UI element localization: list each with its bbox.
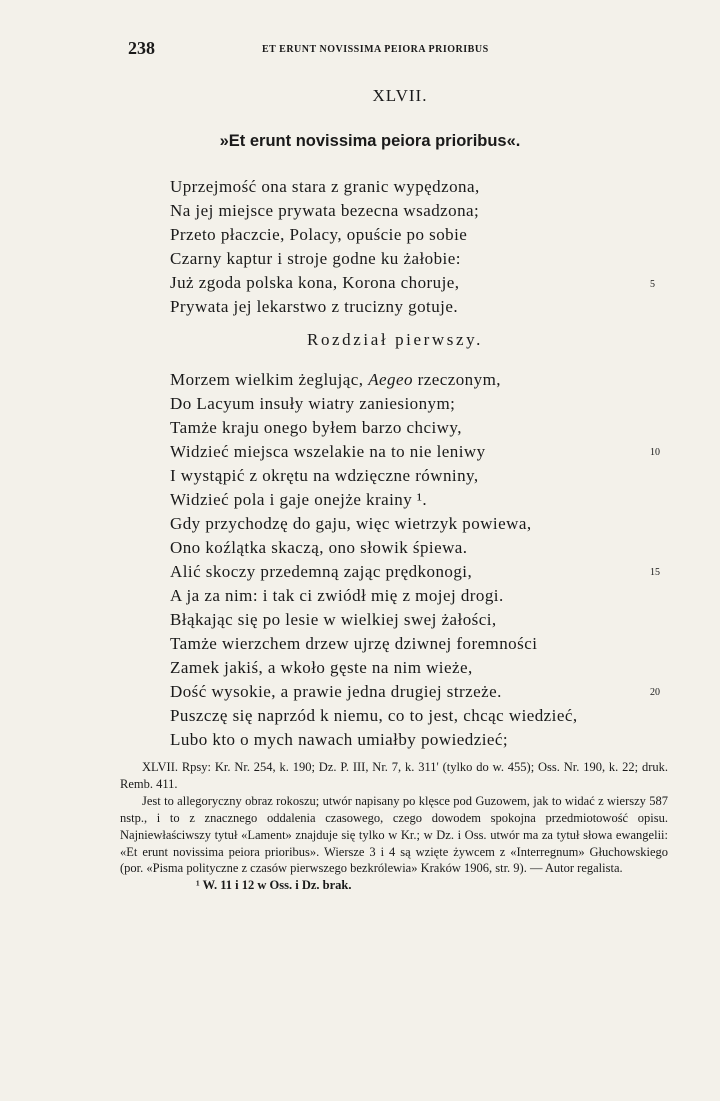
running-head xyxy=(128,38,568,62)
epigraph-line-6: Prywata jej lekarstwo z trucizny gotuje. xyxy=(170,297,459,316)
epigraph-line-4: Czarny kaptur i stroje godne ku żałobie: xyxy=(170,249,461,268)
poem-number: XLVII. xyxy=(372,86,428,105)
verse-line-13: Zamek jakiś, a wkoło gęste na nim wieże, xyxy=(170,658,473,677)
verse-line-2: Do Lacyum insuły wiatry zaniesionym; xyxy=(170,394,456,413)
verse-line-5: I wystąpić z okrętu na wdzięczne równiny, xyxy=(170,466,479,485)
commentary-note: Jest to allegoryczny obraz rokoszu; utwór napisany po klęsce pod Guzowem, jak to widać z wierszy 587 nstp., i to z znacznego oddalenia czasowego, czego dowodem spokojna przedmiotowość opisu. Najniewłaściwszy tytuł «Lament» znajduje się tylko w Kr.; w Dz. i Oss. utwór ma za tytuł słowa ewangelii: «Et erunt novissima peiora prioribus». Wiersze 3 i 4 są wzięte żywcem z «Interregnum» Głuchowskiego (por. «Pisma polityczne z czasów pierwszego bezkrólewia» Kraków 1906, str. 9). — Autor regalista. xyxy=(120,793,668,876)
verse-line-16: Lubo kto o mych nawach umiałby powiedzieć; xyxy=(170,730,509,749)
poem-title: »Et erunt novissima peiora prioribus«. xyxy=(219,132,521,150)
epigraph-line-1: Uprzejmość ona stara z granic wypędzona, xyxy=(170,177,480,196)
epigraph-line-3: Przeto płaczcie, Polacy, opuście po sobie xyxy=(170,225,468,244)
verse-line-12: Tamże wierzchem drzew ujrzę dziwnej foremności xyxy=(170,634,538,653)
verse-line-3: Tamże kraju onego byłem barzo chciwy, xyxy=(170,418,462,437)
running-title: ET ERUNT NOVISSIMA PEIORA PRIORIBUS xyxy=(262,44,489,55)
verse-line-15: Puszczę się naprzód k niemu, co to jest, chcąc wiedzieć, xyxy=(170,706,578,725)
line-number-5: 5 xyxy=(650,279,655,290)
source-note: XLVII. Rpsy: Kr. Nr. 254, k. 190; Dz. P. III, Nr. 7, k. 311' (tylko do w. 455); Oss. Nr. 190, k. 22; druk. Remb. 411. xyxy=(120,760,668,791)
verse-line-10: A ja za nim: i tak ci zwiódł mię z mojej drogi. xyxy=(170,586,504,605)
italic-word: Aegeo xyxy=(368,370,413,389)
critical-notes xyxy=(120,759,668,894)
line-number-20: 20 xyxy=(650,687,660,698)
footnote: ¹ W. 11 i 12 w Oss. i Dz. brak. xyxy=(196,878,352,893)
verse-line-6: Widzieć pola i gaje onejże krainy ¹. xyxy=(170,490,428,509)
verse-line-8: Ono koźlątka skaczą, ono słowik śpiewa. xyxy=(170,538,468,557)
verse-line-11: Błąkając się po lesie w wielkiej swej żałości, xyxy=(170,610,497,629)
line-number-10: 10 xyxy=(650,447,660,458)
verse-line-4: Widzieć miejsca wszelakie na to nie leniwy xyxy=(170,442,486,461)
section-title: Rozdział pierwszy. xyxy=(307,330,483,349)
verse-line-1: Morzem wielkim żeglując, Aegeo rzeczonym, xyxy=(170,370,501,389)
epigraph-line-5: Już zgoda polska kona, Korona choruje, xyxy=(170,273,460,292)
verse-line-9: Alić skoczy przedemną zając prędkonogi, xyxy=(170,562,473,581)
epigraph-line-2: Na jej miejsce prywata bezecna wsadzona; xyxy=(170,201,480,220)
page-number: 238 xyxy=(128,38,155,58)
verse-line-14: Dość wysokie, a prawie jedna drugiej strzeże. xyxy=(170,682,502,701)
verse-line-7: Gdy przychodzę do gaju, więc wietrzyk powiewa, xyxy=(170,514,532,533)
line-number-15: 15 xyxy=(650,567,660,578)
